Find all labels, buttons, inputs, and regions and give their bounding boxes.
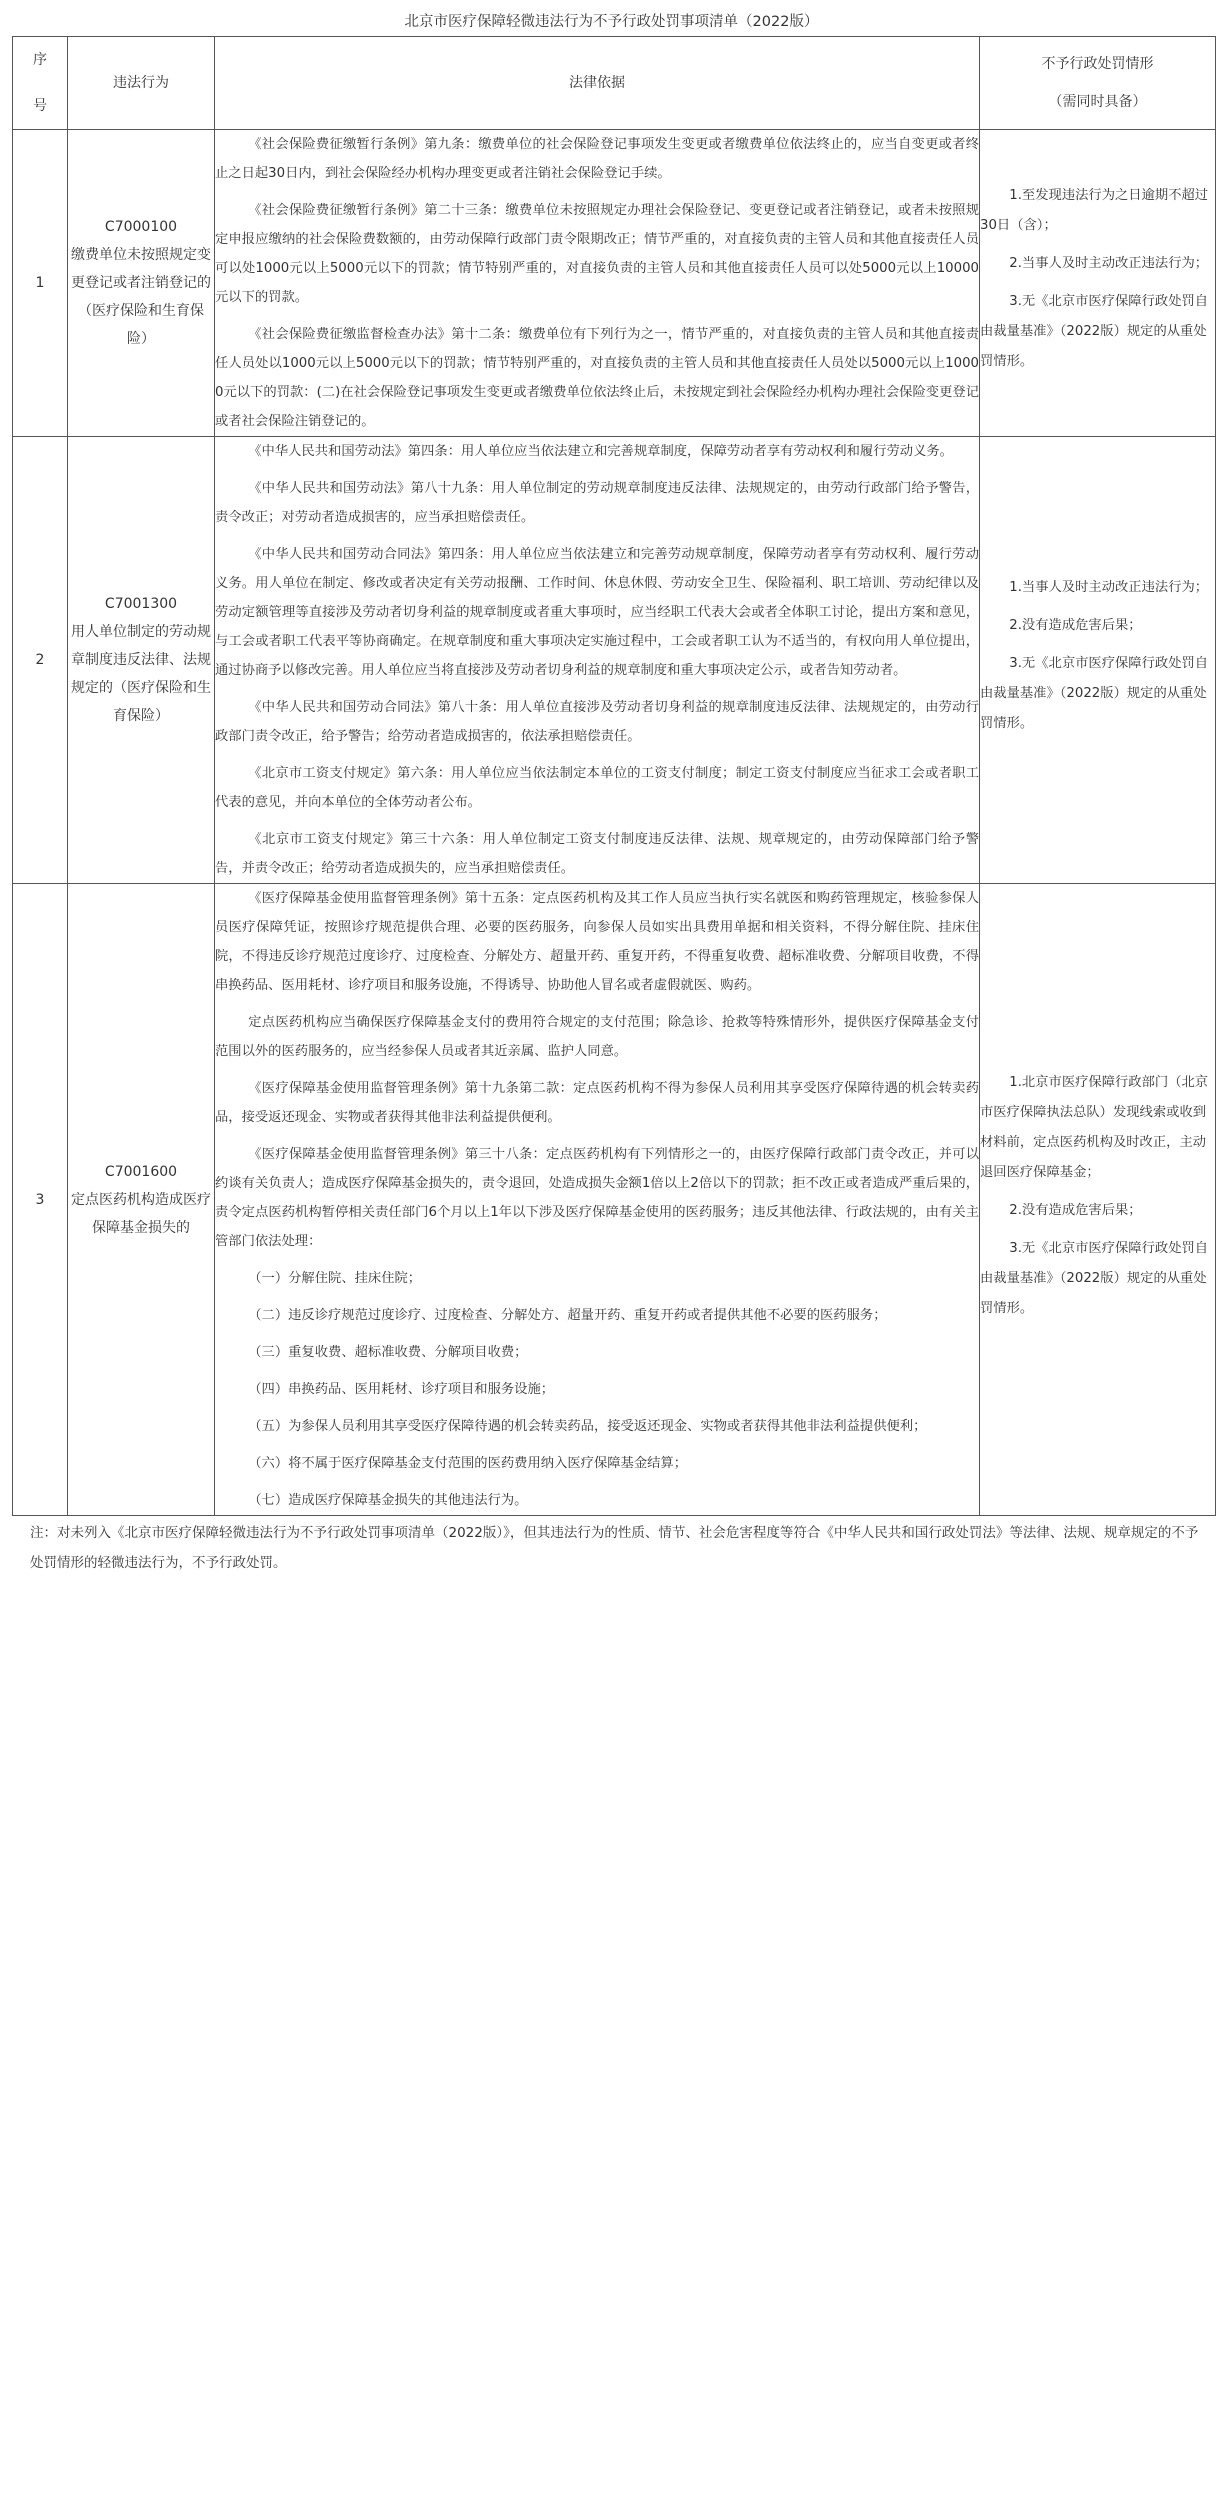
violation-description: 用人单位制定的劳动规章制度违反法律、法规规定的（医疗保险和生育保险） [71,624,211,724]
legal-basis-paragraph: （二）违反诊疗规范过度诊疗、过度检查、分解处方、超量开药、重复开药或者提供其他不必要的医药服务； [248,1308,887,1323]
legal-basis-paragraph: 《社会保险费征缴暂行条例》第二十三条：缴费单位未按照规定办理社会保险登记、变更登记或者注销登记，或者未按照规定申报应缴纳的社会保险费数额的，由劳动保障行政部门责令限期改正；情节严重的，对直接负责的主管人员和其他直接责任人员可以处1000元以上5000元以下的罚款；情节特别严重的，对直接负责的主管人员和其他直接责任人员可以处5000元以上10000元以下的罚款。 [215,203,979,305]
header-act: 违法行为 [68,37,215,130]
violation-description: 定点医药机构造成医疗保障基金损失的 [71,1191,211,1236]
legal-basis-paragraph: 《北京市工资支付规定》第三十六条：用人单位制定工资支付制度违反法律、法规、规章规定的，由劳动保障部门给予警告，并责令改正；给劳动者造成损失的，应当承担赔偿责任。 [215,832,979,876]
exemption-condition: 2.当事人及时主动改正违法行为； [1009,256,1209,271]
legal-basis-paragraph: 《社会保险费征缴暂行条例》第九条：缴费单位的社会保险登记事项发生变更或者缴费单位依法终止的，应当自变更或者终止之日起30日内，到社会保险经办机构办理变更或者注销社会保险登记手续。 [215,137,979,181]
row-seq: 1 [13,130,68,437]
penalty-exemption-table [12,36,1216,1516]
table-row [13,130,1216,437]
exemption-condition: 1.至发现违法行为之日逾期不超过30日（含）； [980,188,1209,233]
violation-code: C7001300 [104,596,178,612]
legal-basis-paragraph: 《医疗保障基金使用监督管理条例》第十五条：定点医药机构及其工作人员应当执行实名就医和购药管理规定，核验参保人员医疗保障凭证，按照诊疗规范提供合理、必要的医药服务，向参保人员如实出具费用单据和相关资料，不得分解住院、挂床住院，不得违反诊疗规范过度诊疗、过度检查、分解处方、超量开药、重复开药，不得重复收费、超标准收费、分解项目收费，不得串换药品、医用耗材、诊疗项目和服务设施，不得诱导、协助他人冒名或者虚假就医、购药。 [215,891,979,993]
header-seq [13,37,68,130]
exemption-condition: 3.无《北京市医疗保障行政处罚自由裁量基准》（2022版）规定的从重处罚情形。 [980,656,1209,731]
row-violation [68,437,215,884]
violation-code: C7000100 [104,219,178,235]
row-violation [68,130,215,437]
footnote: 注：对未列入《北京市医疗保障轻微违法行为不予行政处罚事项清单（2022版）》，但其违法行为的性质、情节、社会危害程度等符合《中华人民共和国行政处罚法》等法律、法规、规章规定的不予处罚情形的轻微违法行为，不予行政处罚。 [30,1525,1199,1571]
legal-basis-paragraph: 《北京市工资支付规定》第六条：用人单位应当依法制定本单位的工资支付制度；制定工资支付制度应当征求工会或者职工代表的意见，并向本单位的全体劳动者公布。 [215,766,979,810]
row-legal-basis [215,884,980,1516]
header-remark-line-2: （需同时具备） [1048,94,1147,110]
header-remark [980,37,1216,130]
row-legal-basis [215,437,980,884]
violation-code: C7001600 [104,1163,178,1180]
exemption-condition: 1.北京市医疗保障行政部门（北京市医疗保障执法总队）发现线索或收到材料前，定点医药机构及时改正，主动退回医疗保障基金； [980,1074,1209,1180]
row-exemption-conditions [980,130,1216,437]
header-seq-line-2: 号 [33,98,47,114]
header-seq-line-1: 序 [33,52,47,68]
row-exemption-conditions [980,437,1216,884]
legal-basis-paragraph: 《医疗保障基金使用监督管理条例》第十九条第二款：定点医药机构不得为参保人员利用其享受医疗保障待遇的机会转卖药品，接受返还现金、实物或者获得其他非法利益提供便利。 [215,1081,979,1125]
legal-basis-paragraph: 《中华人民共和国劳动法》第八十九条：用人单位制定的劳动规章制度违反法律、法规规定的，由劳动行政部门给予警告，责令改正；对劳动者造成损害的，应当承担赔偿责任。 [215,481,979,525]
table-row [13,884,1216,1516]
legal-basis-paragraph: （一）分解住院、挂床住院； [248,1271,422,1286]
legal-basis-paragraph: （四）串换药品、医用耗材、诊疗项目和服务设施； [248,1382,555,1397]
header-basis: 法律依据 [215,37,980,130]
exemption-condition: 3.无《北京市医疗保障行政处罚自由裁量基准》（2022版）规定的从重处罚情形。 [980,1240,1209,1316]
legal-basis-paragraph: （六）将不属于医疗保障基金支付范围的医药费用纳入医疗保障基金结算； [248,1456,688,1471]
table-header-row [13,37,1216,130]
legal-basis-paragraph: 《中华人民共和国劳动合同法》第八十条：用人单位直接涉及劳动者切身利益的规章制度违反法律、法规规定的，由劳动行政部门责令改正，给予警告；给劳动者造成损害的，依法承担赔偿责任。 [215,700,979,744]
legal-basis-paragraph: （三）重复收费、超标准收费、分解项目收费； [248,1345,528,1360]
legal-basis-paragraph: （七）造成医疗保障基金损失的其他违法行为。 [248,1493,528,1508]
legal-basis-paragraph: 《社会保险费征缴监督检查办法》第十二条：缴费单位有下列行为之一，情节严重的，对直接负责的主管人员和其他直接责任人员处以1000元以上5000元以下的罚款；情节特别严重的，对直接负责的主管人员和其他直接责任人员处以5000元以上10000元以下的罚款：(二)在社会保险登记事项发生变更或者缴费单位依法终止后，未按规定到社会保险经办机构办理社会保险变更登记或者社会保险注销登记的。 [215,327,979,429]
table-row [13,437,1216,884]
legal-basis-paragraph: 《中华人民共和国劳动合同法》第四条：用人单位应当依法建立和完善劳动规章制度，保障劳动者享有劳动权利、履行劳动义务。用人单位在制定、修改或者决定有关劳动报酬、工作时间、休息休假、劳动安全卫生、保险福利、职工培训、劳动纪律以及劳动定额管理等直接涉及劳动者切身利益的规章制度或者重大事项时，应当经职工代表大会或者全体职工讨论，提出方案和意见，与工会或者职工代表平等协商确定。在规章制度和重大事项决定实施过程中，工会或者职工认为不适当的，有权向用人单位提出，通过协商予以修改完善。用人单位应当将直接涉及劳动者切身利益的规章制度和重大事项决定公示，或者告知劳动者。 [215,547,979,678]
legal-basis-paragraph: 《中华人民共和国劳动法》第四条：用人单位应当依法建立和完善规章制度，保障劳动者享有劳动权利和履行劳动义务。 [248,444,953,459]
row-seq: 2 [13,437,68,884]
exemption-condition: 1.当事人及时主动改正违法行为； [1009,580,1209,595]
row-violation [68,884,215,1516]
legal-basis-paragraph: 定点医药机构应当确保医疗保障基金支付的费用符合规定的支付范围；除急诊、抢救等特殊情形外，提供医疗保障基金支付范围以外的医药服务的，应当经参保人员或者其近亲属、监护人同意。 [215,1015,979,1059]
violation-description: 缴费单位未按照规定变更登记或者注销登记的（医疗保险和生育保险） [71,247,211,347]
row-seq: 3 [13,884,68,1516]
exemption-condition: 3.无《北京市医疗保障行政处罚自由裁量基准》（2022版）规定的从重处罚情形。 [980,294,1209,369]
legal-basis-paragraph: 《医疗保障基金使用监督管理条例》第三十八条：定点医药机构有下列情形之一的，由医疗保障行政部门责令改正，并可以约谈有关负责人；造成医疗保障基金损失的，责令退回，处造成损失金额1倍以上2倍以下的罚款；拒不改正或者造成严重后果的，责令定点医药机构暂停相关责任部门6个月以上1年以下涉及医疗保障基金使用的医药服务；违反其他法律、行政法规的，由有关主管部门依法处理： [215,1147,979,1249]
row-legal-basis [215,130,980,437]
header-remark-line-1: 不予行政处罚情形 [1041,56,1154,72]
document-title: 北京市医疗保障轻微违法行为不予行政处罚事项清单（2022版） [404,14,819,30]
exemption-condition: 2.没有造成危害后果； [1009,618,1142,633]
row-exemption-conditions [980,884,1216,1516]
exemption-condition: 2.没有造成危害后果； [1009,1202,1142,1218]
legal-basis-paragraph: （五）为参保人员利用其享受医疗保障待遇的机会转卖药品，接受返还现金、实物或者获得其他非法利益提供便利； [248,1419,927,1434]
